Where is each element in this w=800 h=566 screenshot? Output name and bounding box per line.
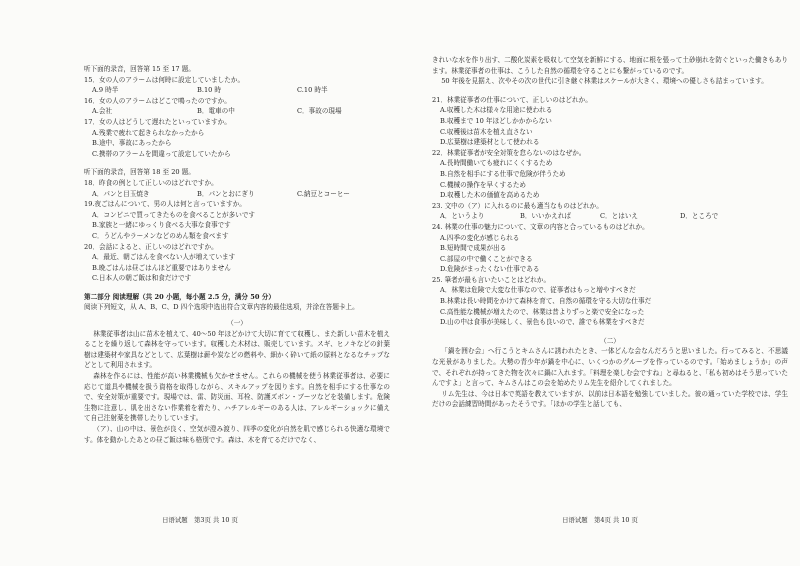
question-21-stem: 21．林業従事者の仕事について、正しいのはどれか。: [432, 95, 592, 104]
option-15-b: B.10 時: [197, 86, 222, 95]
listening-instruction: 听下面的录音，回答第 18 至 20 题。: [84, 168, 195, 177]
page-footer: 日语试题 第4页 共 10 页: [562, 516, 638, 525]
listening-instruction: 听下面的录音，回答第 15 至 17 题。: [84, 65, 195, 73]
question-23-stem: 23. 文中の（ア）に入れるのに最も適当なものはどれか。: [432, 201, 603, 210]
option-19-a: A．コンビニで買ってきたものを食べることが多いです: [92, 210, 256, 219]
option-24-c: C.部屋の中で働くことができる: [440, 254, 533, 263]
option-22-c: C.機械の操作を早くするため: [440, 180, 527, 189]
question-25-stem: 25. 筆者が最も言いたいことはどれか。: [432, 275, 551, 284]
passage-2-paragraph: リム先生は、今は日本で英語を教えていますが、以前は日本語を勉強していました。彼の通っていた学校では、学生だけの会話練習時間があったそうです。「ほかの学生と話しても、: [432, 389, 788, 409]
option-22-b: B.自然を相手にする仕事で危険が伴うため: [440, 169, 566, 178]
passage-1-paragraph: 50 年後を見据え、次やその次の世代に引き継ぐ林業はスケールが大きく、環境への優しさも詰まっています。: [441, 77, 768, 86]
question-19-stem: 19.夜ごはんについて、男の人は何と言っていますか。: [84, 200, 246, 209]
option-20-a: A．最近、朝ごはんを食べない人が増えています: [92, 253, 236, 262]
passage-2-title: （二）: [600, 336, 620, 345]
option-17-a: A.残業で疲れて起きられなかったから: [92, 128, 205, 137]
option-21-c: C.収穫後は苗木を植え直さない: [440, 127, 533, 136]
passage-1-paragraph: 林業従事者は山に苗木を植えて、40〜50 年ほどかけて大切に育てて収穫し、また新しい苗木を植えることを繰り返して森林を守っています。収穫した木材は、販売しています。スギ、ヒノキなどの針葉樹は建築材や家具などとして、広葉樹は薪や炭などの燃料や、細かく砕いて紙の原料となるなチップなどとして利用されます。: [84, 329, 390, 370]
option-15-c: C.10 時半: [297, 86, 328, 95]
option-17-b: B.途中、事故にあったから: [92, 139, 172, 148]
question-15-stem: 15．女の人のアラームは何時に設定していましたか。: [84, 75, 245, 84]
option-17-c: C.携帯のアラームを間違って設定していたから: [92, 149, 231, 158]
option-25-a: A．林業は危険で大変な仕事なので、従事者はもっと増やすべきだ: [440, 286, 636, 295]
option-21-b: B.収穫まで 10 年ほどしかかからない: [440, 116, 552, 125]
option-18-a: A．パンと目玉焼き: [92, 189, 150, 198]
option-23-c: C．とはいえ: [600, 212, 639, 221]
question-16-stem: 16．女の人のアラームはどこで鳴ったのですか。: [84, 96, 231, 105]
option-25-b: B.林業は長い時間をかけて森林を育て、自然の循環を守る大切な仕事だ: [440, 297, 652, 306]
question-16-options: [84, 106, 390, 117]
question-23-options: [432, 211, 788, 222]
question-18-options: [84, 189, 390, 200]
option-16-a: A.会社: [92, 107, 113, 116]
page-footer: 日语试题 第3页 共 10 页: [162, 516, 238, 525]
question-18-stem: 18．昨食の例として正しいのはどれですか。: [84, 178, 218, 187]
part-2-instruction: 阅读下列短文，从 A、B、C、D 四个选项中选出符合文章内容的最佳选项，并涂在答题卡上。: [84, 303, 359, 312]
option-21-a: A.収穫した木は様々な用途に使われる: [440, 106, 553, 115]
option-16-b: B．電車の中: [197, 107, 235, 116]
passage-1-title: （一）: [227, 319, 247, 328]
option-18-c: C.納豆とコーヒー: [297, 189, 350, 198]
option-23-b: B．いいかえれば: [520, 212, 572, 221]
option-25-d: D.山の中は食事が美味しく、景色も良いので、誰でも林業をすべきだ: [440, 318, 645, 327]
question-17-stem: 17．女の人はどうして遅れたといっていますか。: [84, 117, 231, 126]
passage-1-paragraph: （ア）、山の中は、景色が良く、空気が澄み渡り、四季の変化が自然を肌で感じられる快適な環境です。体を動かしたあとの昼ご飯は味も格別です。森は、木を育てるだけでなく、: [84, 425, 390, 444]
option-22-a: A.長時間働いても疲れにくくするため: [440, 159, 553, 168]
passage-1-paragraph: きれいな水を作り出す、二酸化炭素を吸収して空気を新鮮にする、地面に根を張って土砂崩れを防ぐといった働きもあります。林業従事者の仕事は、こうした自然の循環を守ることにも繋がっているのです。: [432, 56, 788, 75]
option-24-b: B.短時間で成果が出る: [440, 244, 507, 253]
question-22-stem: 22．林業従事者が安全対策を怠らないのはなぜか。: [432, 148, 586, 157]
question-15-options: [84, 85, 390, 96]
option-22-d: D.収穫した木の価値を高めるため: [440, 191, 540, 200]
exam-page-right: [400, 0, 800, 566]
passage-1-paragraph: 森林を作るには、性能が高い林業機械も欠かせません。これらの機械を使う林業従事者は、必要に応じて道具や機械を扱う資格を取得しながら、スキルアップを図ります。自然を相手にする仕事なので、安全対策が重要です。現場では、雷、防災面、耳栓、防護ズボン・ブーツなどを装備します。危険生物に注意し、肌を出さない作業着を着たり、ハチアレルギーのある人は、アレルギーショックに備えて自己注射薬を携帯したりしています。: [84, 372, 390, 423]
option-19-c: C．うどんやラーメンなどのめん類を食べます: [92, 231, 229, 240]
option-19-b: B.家族と一緒にゆっくり食べる大事な食事です: [92, 221, 231, 230]
option-20-b: B.晩ごはんは昼ごはんほど重要ではありません: [92, 263, 231, 272]
question-24-stem: 24. 林業の仕事の魅力について、文章の内容と合っているものはどれか。: [432, 222, 649, 231]
passage-2-paragraph: 「鍋を囲む会」へ行こうとキムさんに誘われたとき、一体どんな会なんだろうと思いました。行ってみると、不思議な光景がありました。大勢の青少年が鍋を中心に、いくつかのグループを作っているのです。「始めましょうか」の声で、それぞれが持ってきた物を次々に鍋に入れます。「料理を楽しむ会ですね」と尋ねると、「私も初めはそう思っていたんですよ」と言って、キムさんはこの会を始めたリム先生を紹介してくれました。: [432, 347, 788, 388]
option-24-a: A.四季の変化が感じられる: [440, 233, 520, 242]
part-2-title: 第二部分 阅读理解（共 20 小题，每小题 2.5 分，满分 50 分）: [84, 292, 275, 301]
option-20-c: C.日本人の朝ご飯は和食だけです: [92, 274, 192, 283]
option-16-c: C．事故の現場: [297, 107, 342, 116]
option-25-c: C.高性能な機械が増えたので、林業は昔よりずっと楽で安全になった: [440, 307, 645, 316]
option-24-d: D.危険がまったくない仕事である: [440, 265, 540, 274]
question-20-stem: 20．会話によると、正しいのはどれですか。: [84, 242, 218, 251]
option-15-a: A.9 時半: [92, 86, 119, 95]
option-23-a: A．というより: [440, 212, 485, 221]
option-23-d: D．ところで: [680, 212, 719, 221]
option-21-d: D.広葉樹は建築材として使われる: [440, 138, 540, 147]
option-18-b: B．パンとおにぎり: [197, 189, 255, 198]
